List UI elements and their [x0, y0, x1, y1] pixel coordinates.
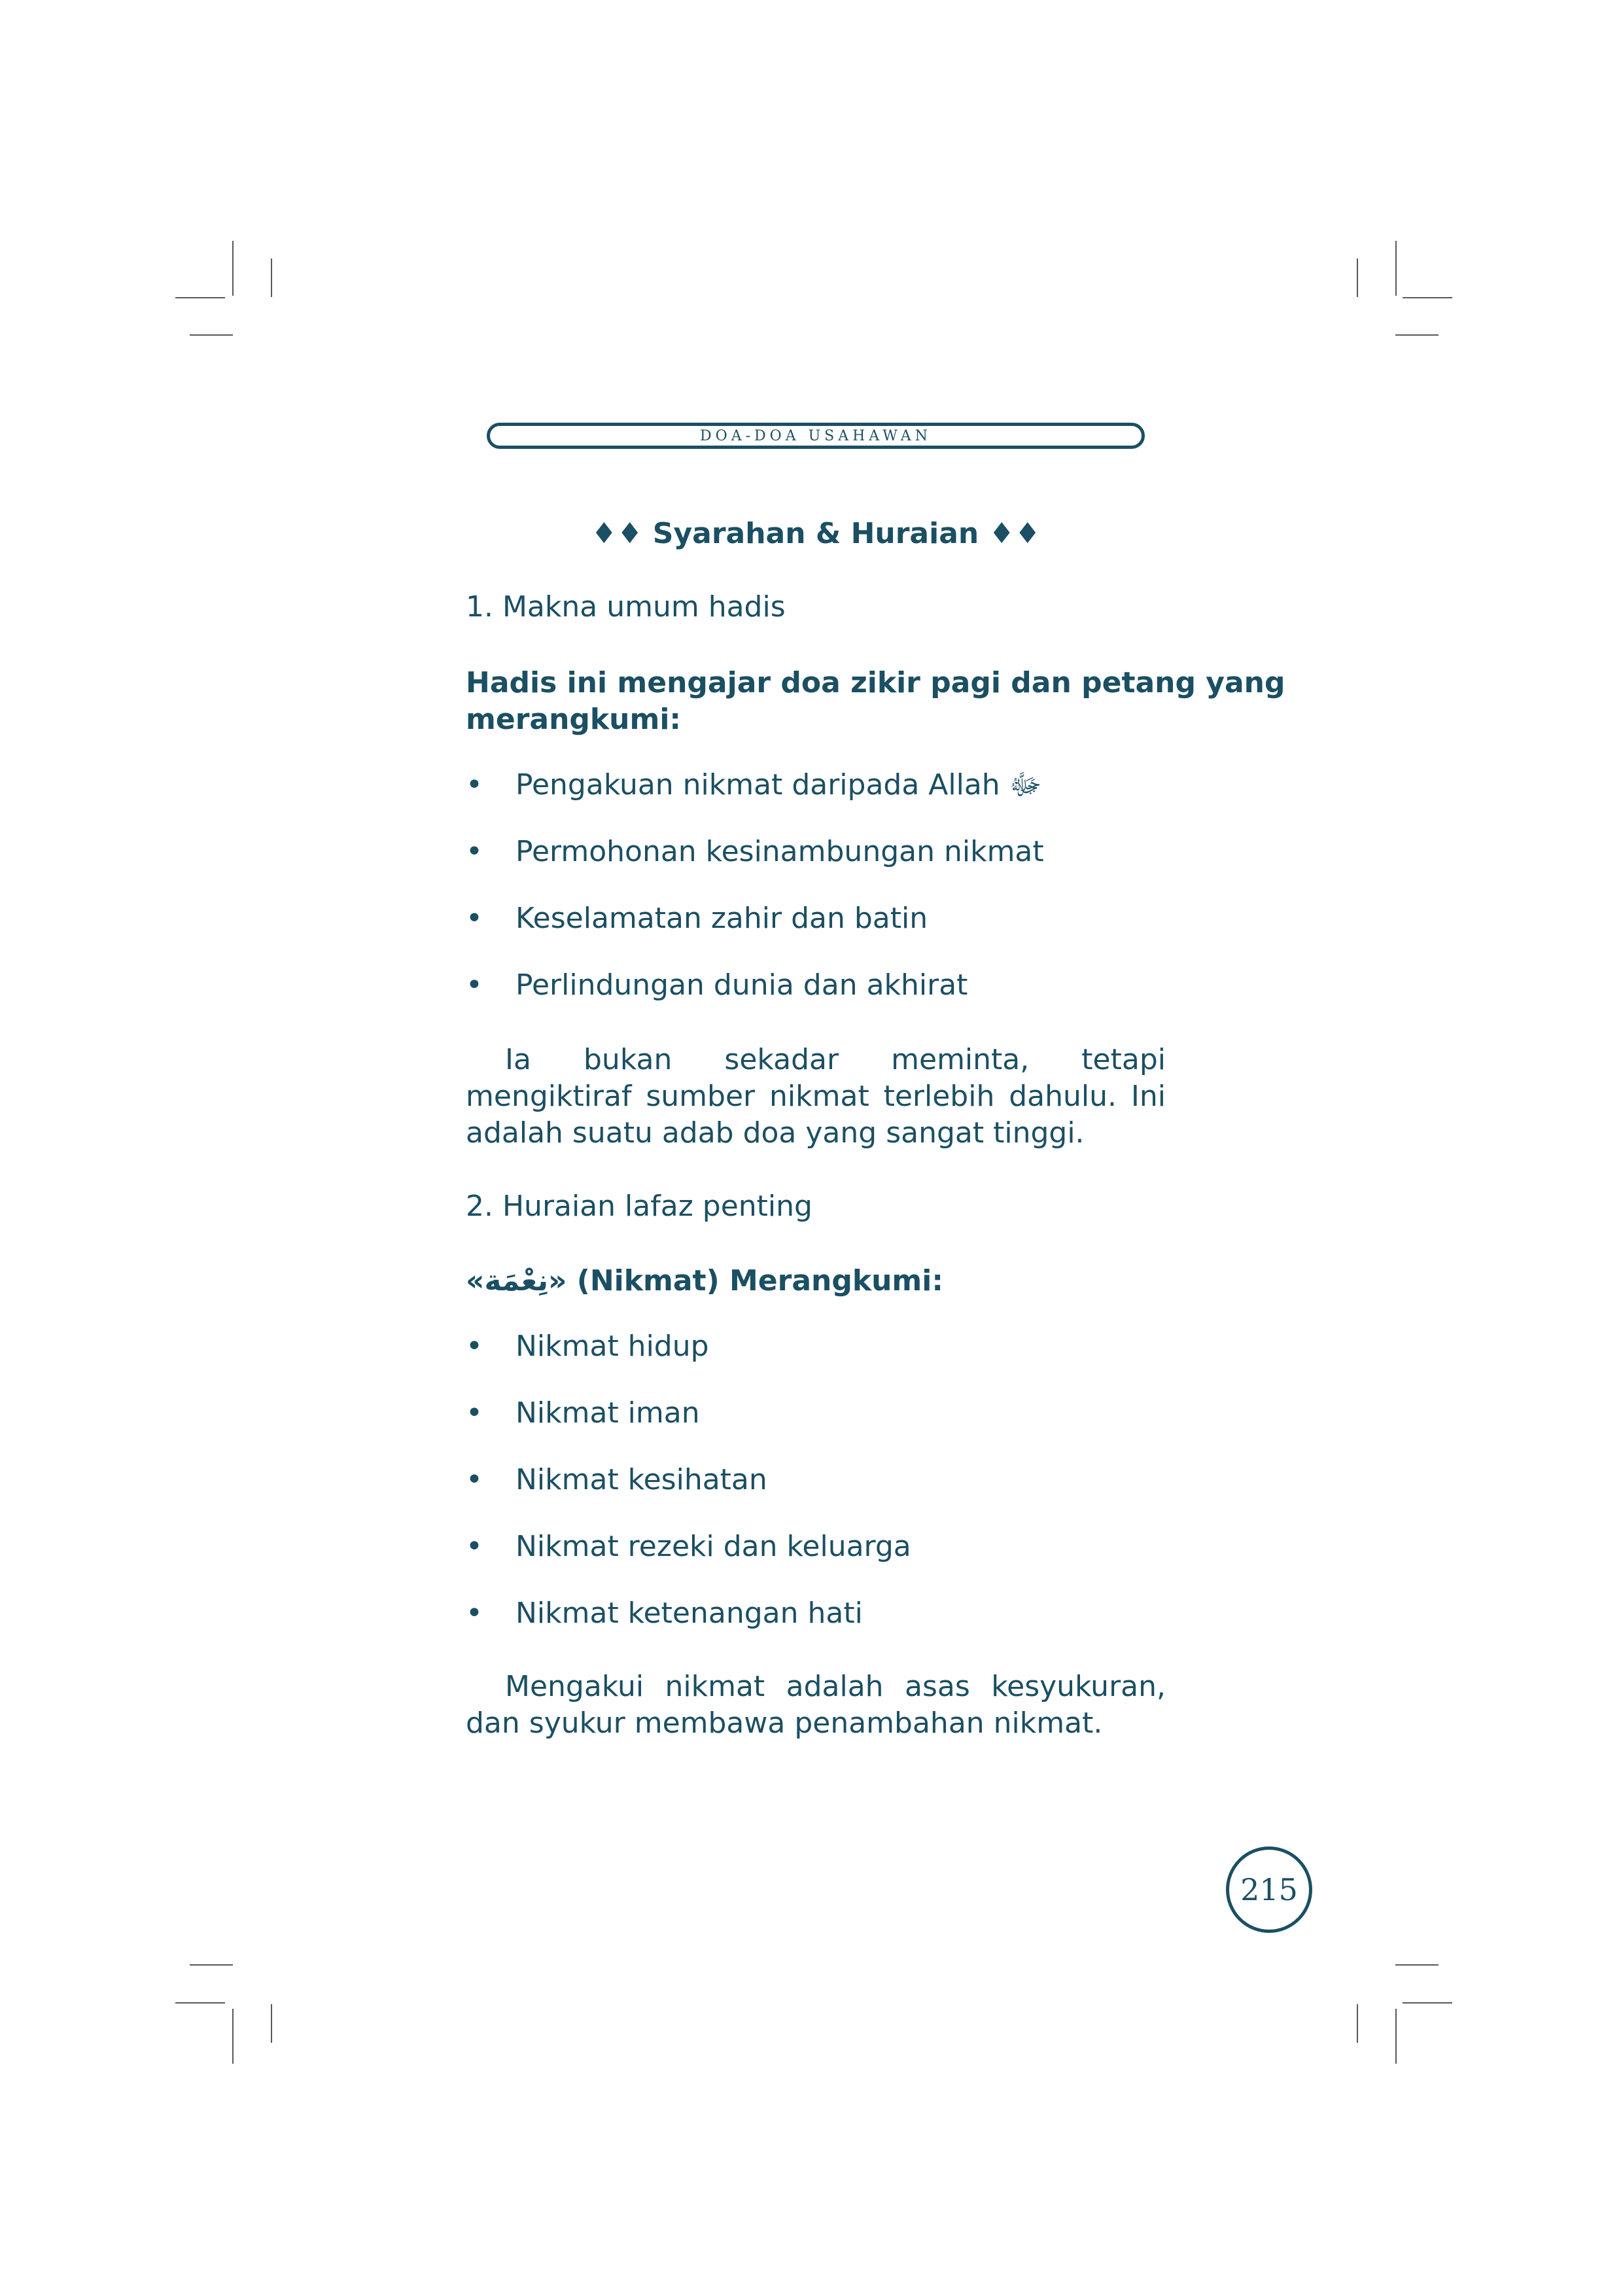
crop-mark [1357, 2004, 1358, 2043]
crop-mark [175, 2002, 225, 2004]
bullet-marker: • [466, 1330, 483, 1363]
bullet-marker: • [466, 768, 483, 802]
list-item: Keselamatan zahir dan batin [515, 902, 928, 935]
list-item: Nikmat hidup [515, 1330, 709, 1363]
running-header-title: DOA-DOA USAHAWAN [700, 427, 932, 444]
crop-mark [1395, 2009, 1397, 2064]
crop-mark [1395, 241, 1397, 296]
part1-paragraph: Ia bukan sekadar meminta, tetapi mengiktiraf sumber nikmat terlebih dahulu. Ini adalah suatu adab doa yang sangat tinggi. [466, 1043, 1166, 1150]
list-item: Nikmat rezeki dan keluarga [515, 1530, 911, 1563]
page-number: 215 [1226, 1846, 1312, 1933]
list-item: Nikmat ketenangan hati [515, 1597, 863, 1630]
crop-mark [271, 2004, 272, 2043]
part2-paragraph: Mengakui nikmat adalah asas kesyukuran, dan syukur membawa penambahan nikmat. [466, 1670, 1166, 1740]
part2-title: 2. Huraian lafaz penting [466, 1190, 812, 1223]
bullet-marker: • [466, 968, 483, 1002]
crop-mark [1403, 2002, 1452, 2004]
bullet-marker: • [466, 835, 483, 868]
crop-mark [232, 241, 234, 296]
list-item: Nikmat iman [515, 1396, 700, 1430]
crop-mark [190, 334, 233, 336]
bullet-marker: • [466, 1530, 483, 1563]
part2-lead: «نِعْمَة» (Nikmat) Merangkumi: [466, 1264, 943, 1298]
crop-mark [175, 297, 225, 298]
crop-mark [1395, 334, 1439, 336]
bullet-marker: • [466, 1597, 483, 1630]
bullet-marker: • [466, 1463, 483, 1496]
part1-lead-line2: merangkumi: [466, 703, 682, 736]
part1-lead-line1: Hadis ini mengajar doa zikir pagi dan petang yang [466, 666, 1285, 699]
crop-mark [1357, 258, 1358, 297]
part1-title: 1. Makna umum hadis [466, 590, 786, 624]
list-item: Perlindungan dunia dan akhirat [515, 968, 968, 1002]
crop-mark [1395, 1964, 1439, 1966]
crop-mark [271, 258, 272, 297]
crop-mark [190, 1964, 233, 1966]
list-item: Nikmat kesihatan [515, 1463, 767, 1496]
running-header [487, 423, 1145, 449]
bullet-marker: • [466, 1396, 483, 1430]
crop-mark [232, 2009, 234, 2064]
list-item: Permohonan kesinambungan nikmat [515, 835, 1044, 868]
list-item: Pengakuan nikmat daripada Allah ﷻ [515, 768, 1042, 802]
bullet-marker: • [466, 902, 483, 935]
crop-mark [1403, 297, 1452, 298]
section-heading: ♦♦ Syarahan & Huraian ♦♦ [591, 517, 1041, 550]
